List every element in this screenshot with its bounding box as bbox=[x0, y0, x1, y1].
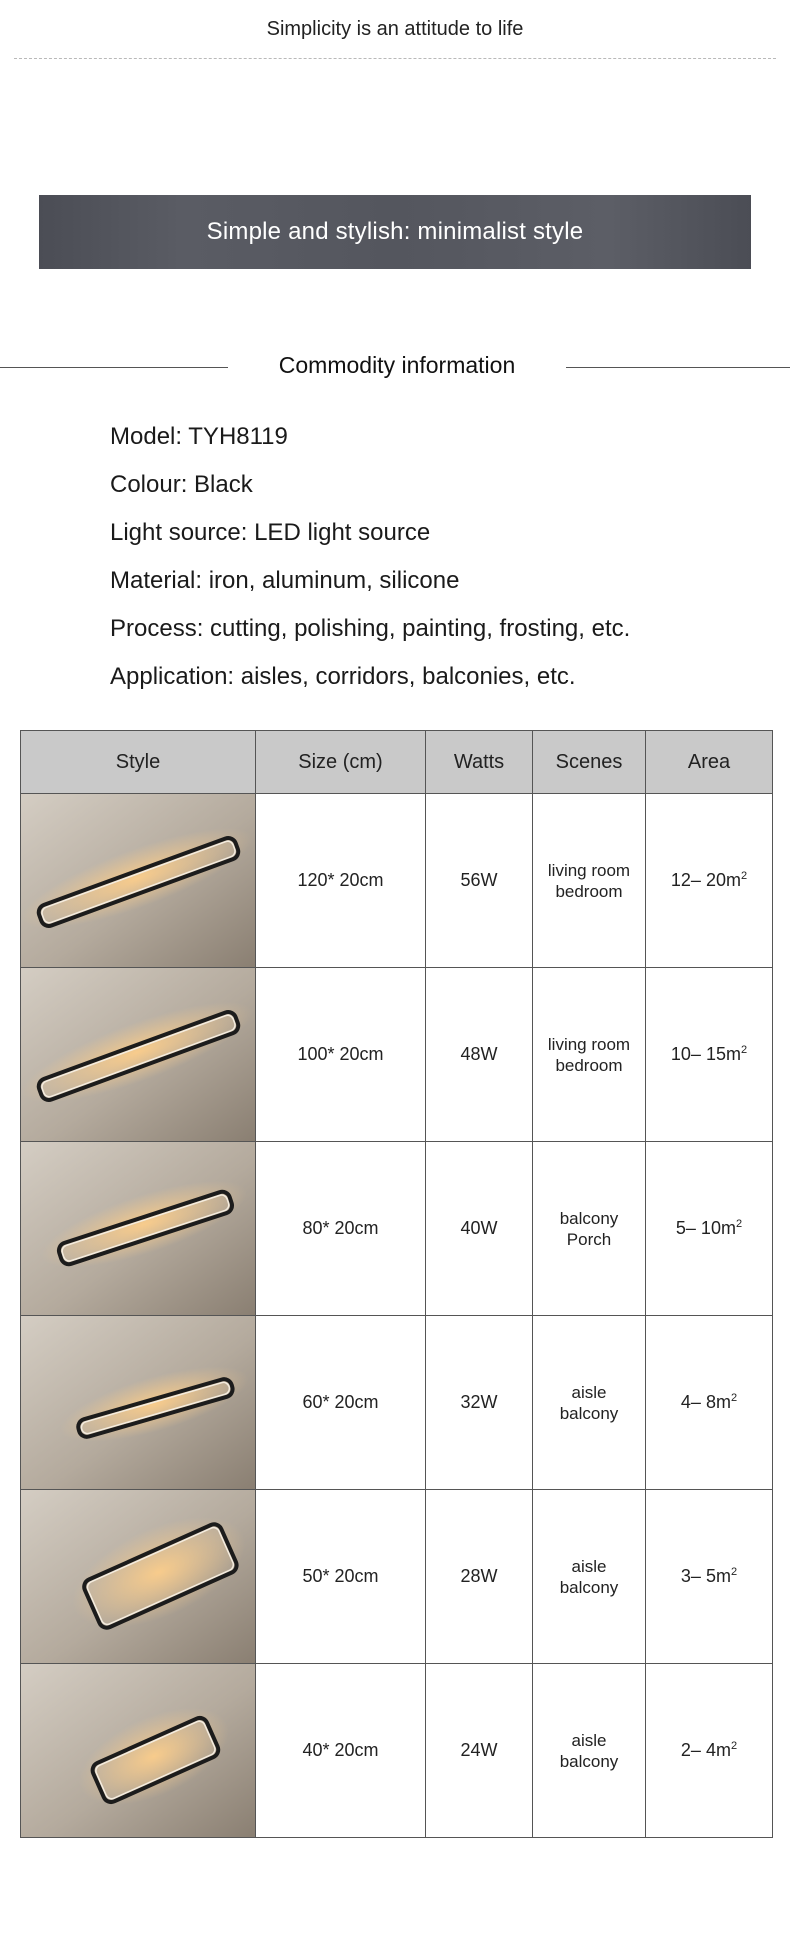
size-cell: 120* 20cm bbox=[256, 794, 426, 968]
size-cell: 80* 20cm bbox=[256, 1142, 426, 1316]
watts-cell: 24W bbox=[426, 1664, 533, 1838]
info-colour: Colour: Black bbox=[110, 471, 253, 498]
lamp-photo bbox=[21, 1142, 255, 1315]
scenes-cell bbox=[533, 968, 646, 1142]
scenes-cell bbox=[533, 1316, 646, 1490]
area-value: 4– 8m bbox=[680, 1392, 731, 1412]
style-photo-cell bbox=[21, 1142, 256, 1316]
scenes-cell bbox=[533, 794, 646, 968]
info-material: Material: iron, aluminum, silicone bbox=[110, 567, 460, 594]
scene-primary: balcony bbox=[559, 1208, 619, 1228]
style-photo-cell bbox=[21, 968, 256, 1142]
section-heading bbox=[0, 352, 790, 382]
lamp-photo bbox=[21, 1490, 255, 1663]
lamp-photo bbox=[21, 794, 255, 967]
scene-primary: aisle bbox=[571, 1382, 607, 1402]
scene-primary: aisle bbox=[571, 1730, 607, 1750]
header-watts: Watts bbox=[426, 731, 533, 794]
watts-cell: 48W bbox=[426, 968, 533, 1142]
area-unit-exponent: 2 bbox=[740, 1044, 748, 1056]
header-style: Style bbox=[21, 731, 256, 794]
area-value: 2– 4m bbox=[680, 1740, 731, 1760]
area-unit-exponent: 2 bbox=[730, 1392, 738, 1404]
banner-title: Simple and stylish: minimalist style bbox=[206, 218, 584, 245]
spec-table bbox=[20, 730, 773, 1838]
area-unit-exponent: 2 bbox=[740, 870, 748, 882]
table-row bbox=[21, 1664, 773, 1838]
scene-primary: living room bbox=[547, 860, 631, 880]
style-photo-cell bbox=[21, 1490, 256, 1664]
info-process: Process: cutting, polishing, painting, frosting, etc. bbox=[110, 615, 631, 642]
style-photo-cell bbox=[21, 794, 256, 968]
scene-secondary: balcony bbox=[559, 1577, 619, 1597]
info-application: Application: aisles, corridors, balconies, etc. bbox=[110, 663, 576, 690]
area-cell bbox=[646, 1142, 773, 1316]
slogan-text: Simplicity is an attitude to life bbox=[266, 18, 524, 40]
table-row bbox=[21, 1490, 773, 1664]
size-cell: 100* 20cm bbox=[256, 968, 426, 1142]
watts-cell: 32W bbox=[426, 1316, 533, 1490]
table-row bbox=[21, 968, 773, 1142]
watts-cell: 40W bbox=[426, 1142, 533, 1316]
area-unit-exponent: 2 bbox=[730, 1740, 738, 1752]
info-model: Model: TYH8119 bbox=[110, 423, 288, 450]
scenes-cell bbox=[533, 1490, 646, 1664]
area-unit-exponent: 2 bbox=[730, 1566, 738, 1578]
area-value: 10– 15m bbox=[670, 1044, 741, 1064]
watts-cell: 56W bbox=[426, 794, 533, 968]
header-area: Area bbox=[646, 731, 773, 794]
commodity-info-list bbox=[110, 420, 770, 708]
area-value: 3– 5m bbox=[680, 1566, 731, 1586]
lamp-photo bbox=[21, 1664, 255, 1837]
style-banner bbox=[39, 195, 751, 269]
table-header-row bbox=[21, 731, 773, 794]
scene-secondary: bedroom bbox=[555, 881, 623, 901]
scene-primary: living room bbox=[547, 1034, 631, 1054]
header-size: Size (cm) bbox=[256, 731, 426, 794]
size-cell: 60* 20cm bbox=[256, 1316, 426, 1490]
scene-secondary: balcony bbox=[559, 1751, 619, 1771]
heading-line-right bbox=[566, 367, 790, 368]
info-light-source: Light source: LED light source bbox=[110, 519, 431, 546]
scenes-cell bbox=[533, 1664, 646, 1838]
header-scenes: Scenes bbox=[533, 731, 646, 794]
area-cell bbox=[646, 968, 773, 1142]
size-cell: 40* 20cm bbox=[256, 1664, 426, 1838]
style-photo-cell bbox=[21, 1664, 256, 1838]
scene-secondary: bedroom bbox=[555, 1055, 623, 1075]
scene-secondary: balcony bbox=[559, 1403, 619, 1423]
style-photo-cell bbox=[21, 1316, 256, 1490]
area-cell bbox=[646, 1490, 773, 1664]
lamp-photo bbox=[21, 968, 255, 1141]
table-row bbox=[21, 794, 773, 968]
size-cell: 50* 20cm bbox=[256, 1490, 426, 1664]
area-unit-exponent: 2 bbox=[735, 1218, 743, 1230]
lamp-photo bbox=[21, 1316, 255, 1489]
area-value: 5– 10m bbox=[675, 1218, 736, 1238]
area-cell bbox=[646, 1664, 773, 1838]
scenes-cell bbox=[533, 1142, 646, 1316]
dashed-divider bbox=[14, 58, 776, 59]
watts-cell: 28W bbox=[426, 1490, 533, 1664]
area-cell bbox=[646, 1316, 773, 1490]
area-cell bbox=[646, 794, 773, 968]
table-row bbox=[21, 1316, 773, 1490]
table-row bbox=[21, 1142, 773, 1316]
scene-primary: aisle bbox=[571, 1556, 607, 1576]
scene-secondary: Porch bbox=[566, 1229, 612, 1249]
area-value: 12– 20m bbox=[670, 870, 741, 890]
heading-line-left bbox=[0, 367, 228, 368]
section-heading-text: Commodity information bbox=[278, 352, 516, 378]
